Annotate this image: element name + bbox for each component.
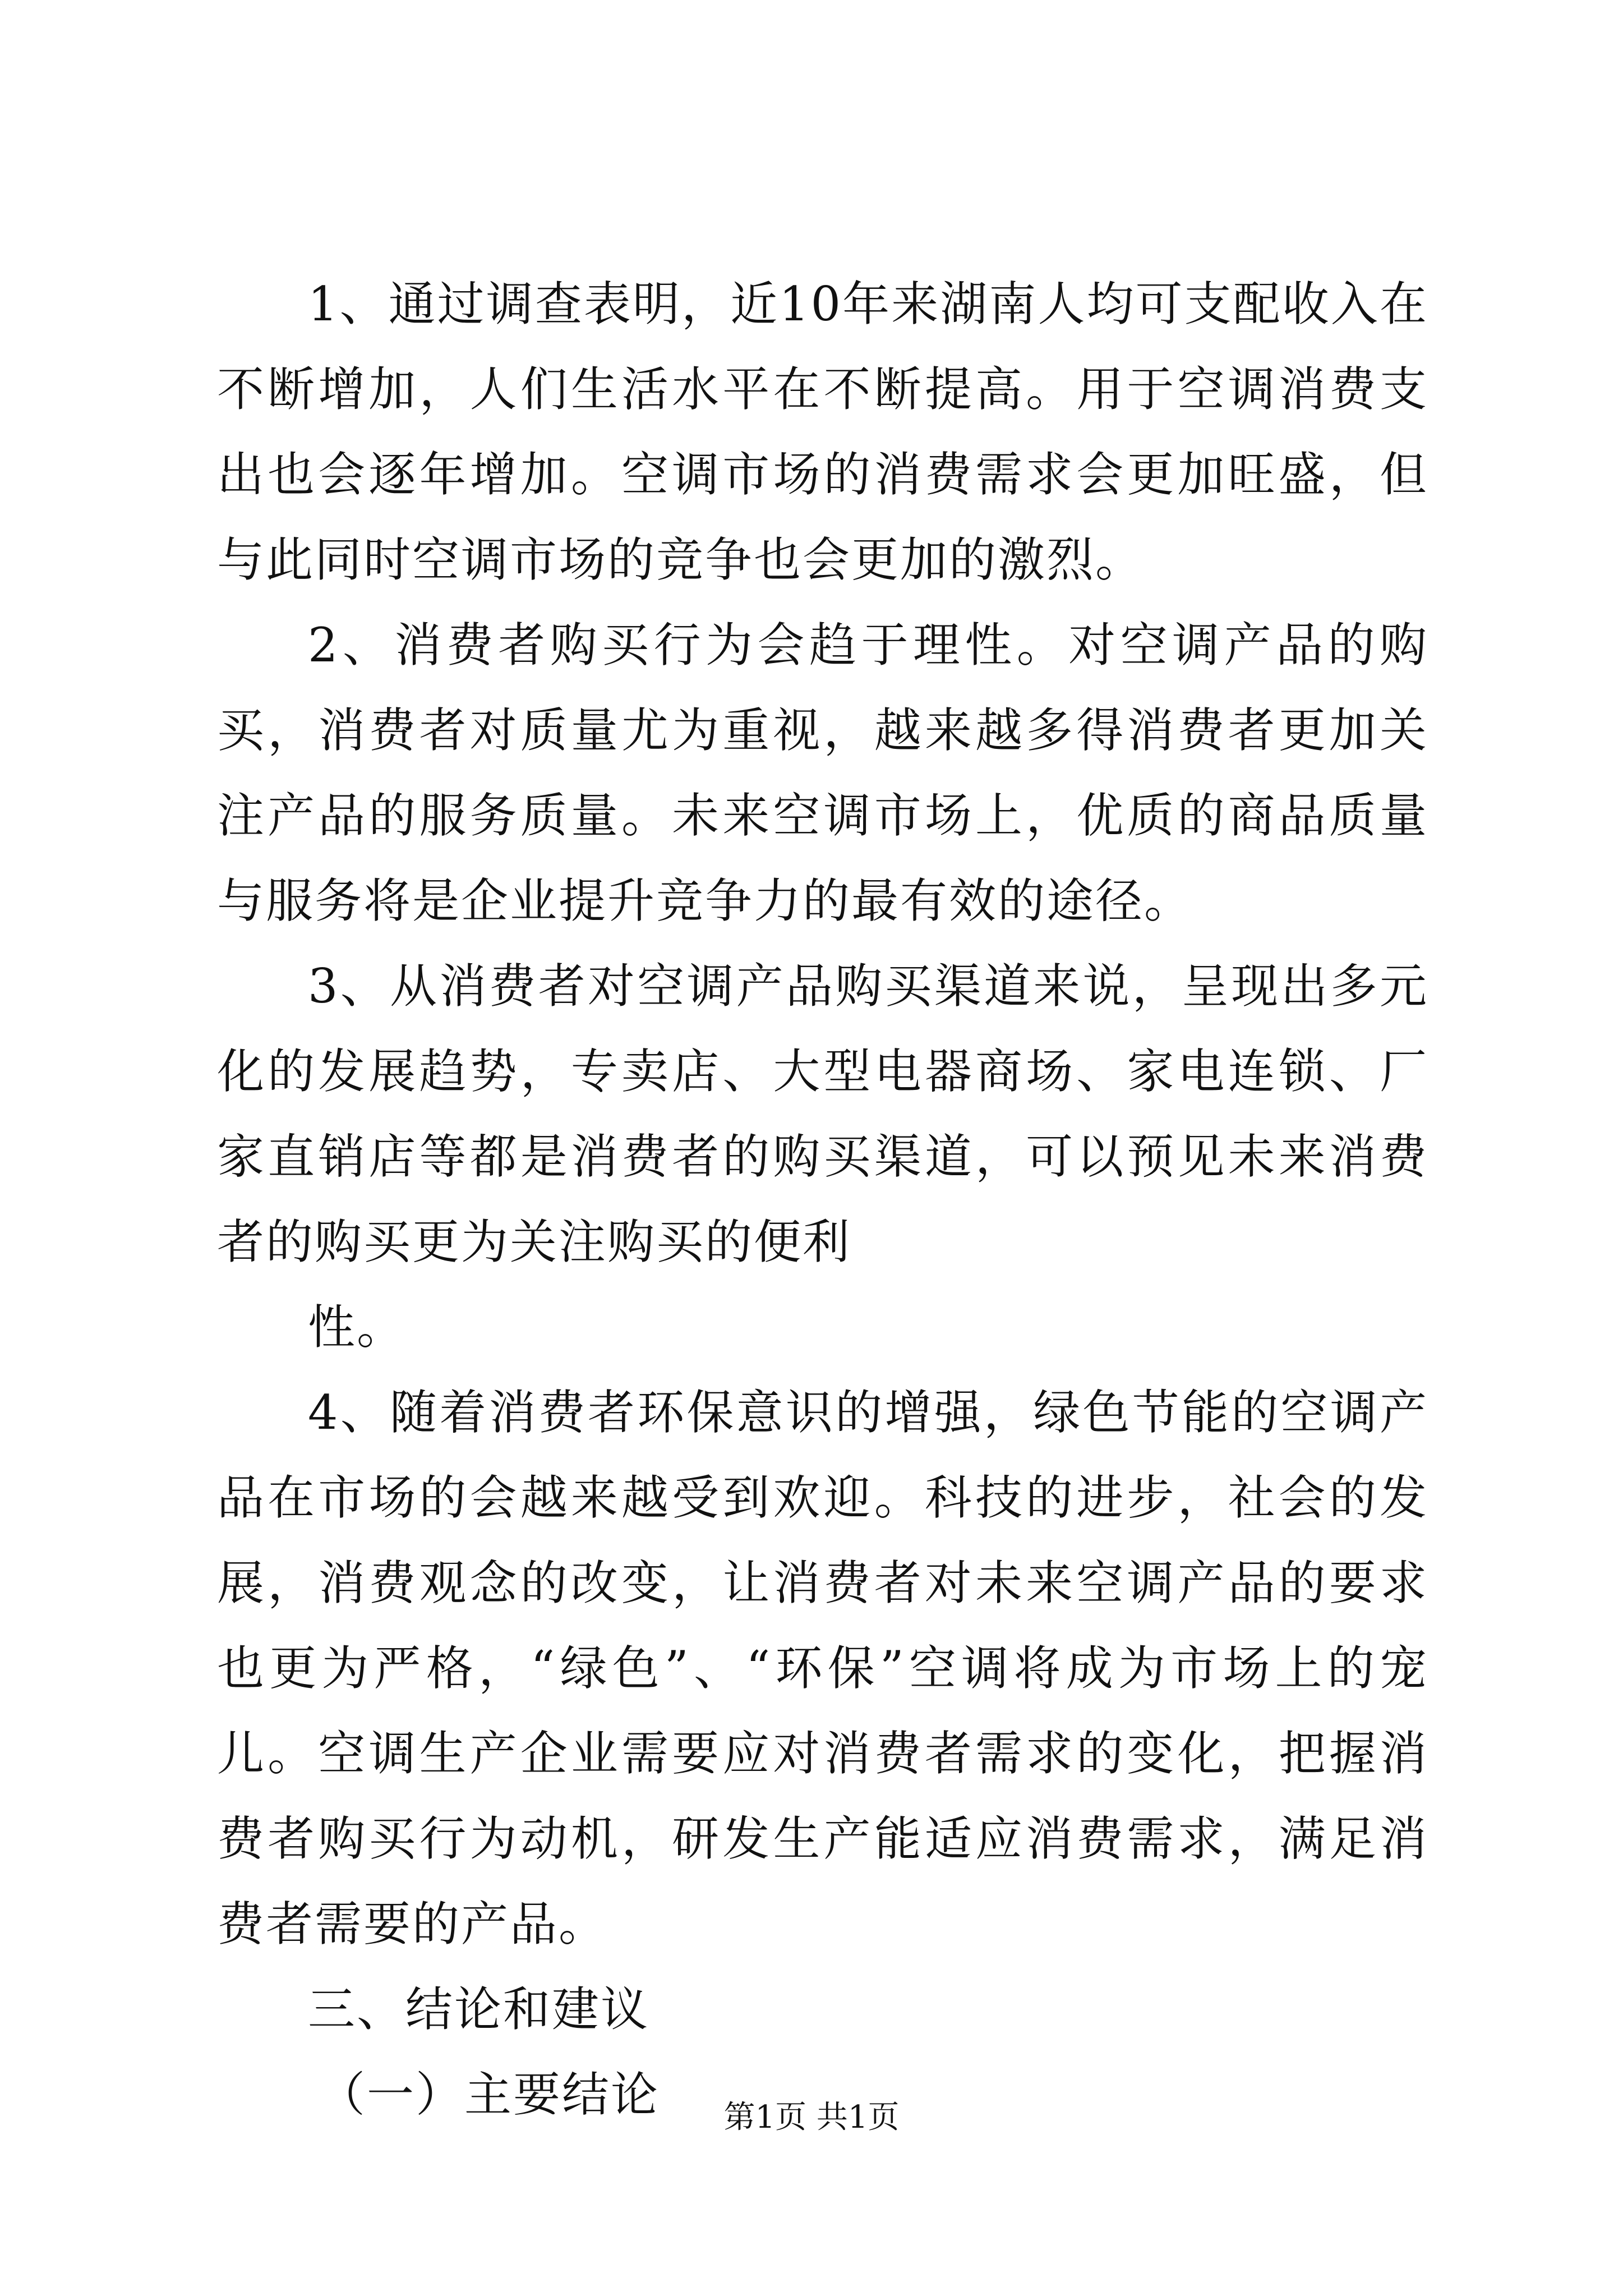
paragraph-3: 3、从消费者对空调产品购买渠道来说，呈现出多元化的发展趋势，专卖店、大型电器商场、家电连锁、厂家直销店等都是消费者的购买渠道，可以预见未来消费者的购买更为关注购买的便利 — [217, 959, 1428, 1269]
paragraph-4: 4、随着消费者环保意识的增强，绿色节能的空调产品在市场的会越来越受到欢迎。科技的进步，社会的发展，消费观念的改变，让消费者对未来空调产品的要求也更为严格，“绿色”、“环保”空调将成为市场上的宠儿。空调生产企业需要应对消费者需求的变化，把握消费者购买行为动机，研发生产能适应消费需求，满足消费者需要的产品。 — [217, 1385, 1428, 1952]
paragraph-1: 1、通过调查表明，近10年来湖南人均可支配收入在不断增加，人们生活水平在不断提高。用于空调消费支出也会逐年增加。空调市场的消费需求会更加旺盛，但与此同时空调市场的竞争也会更加的激烈。 — [217, 277, 1428, 587]
subsection-heading: （一）主要结论 — [318, 2067, 660, 2122]
page-footer: 第1页 共1页 — [723, 2099, 900, 2136]
paragraph-3-continuation: 性。 — [308, 1300, 406, 1355]
paragraph-2: 2、消费者购买行为会趋于理性。对空调产品的购买，消费者对质量尤为重视，越来越多得消费者更加关注产品的服务质量。未来空调市场上，优质的商品质量与服务将是企业提升竞争力的最有效的途径。 — [217, 618, 1428, 928]
section-heading: 三、结论和建议 — [308, 1982, 650, 2037]
document-body — [217, 261, 1428, 2137]
